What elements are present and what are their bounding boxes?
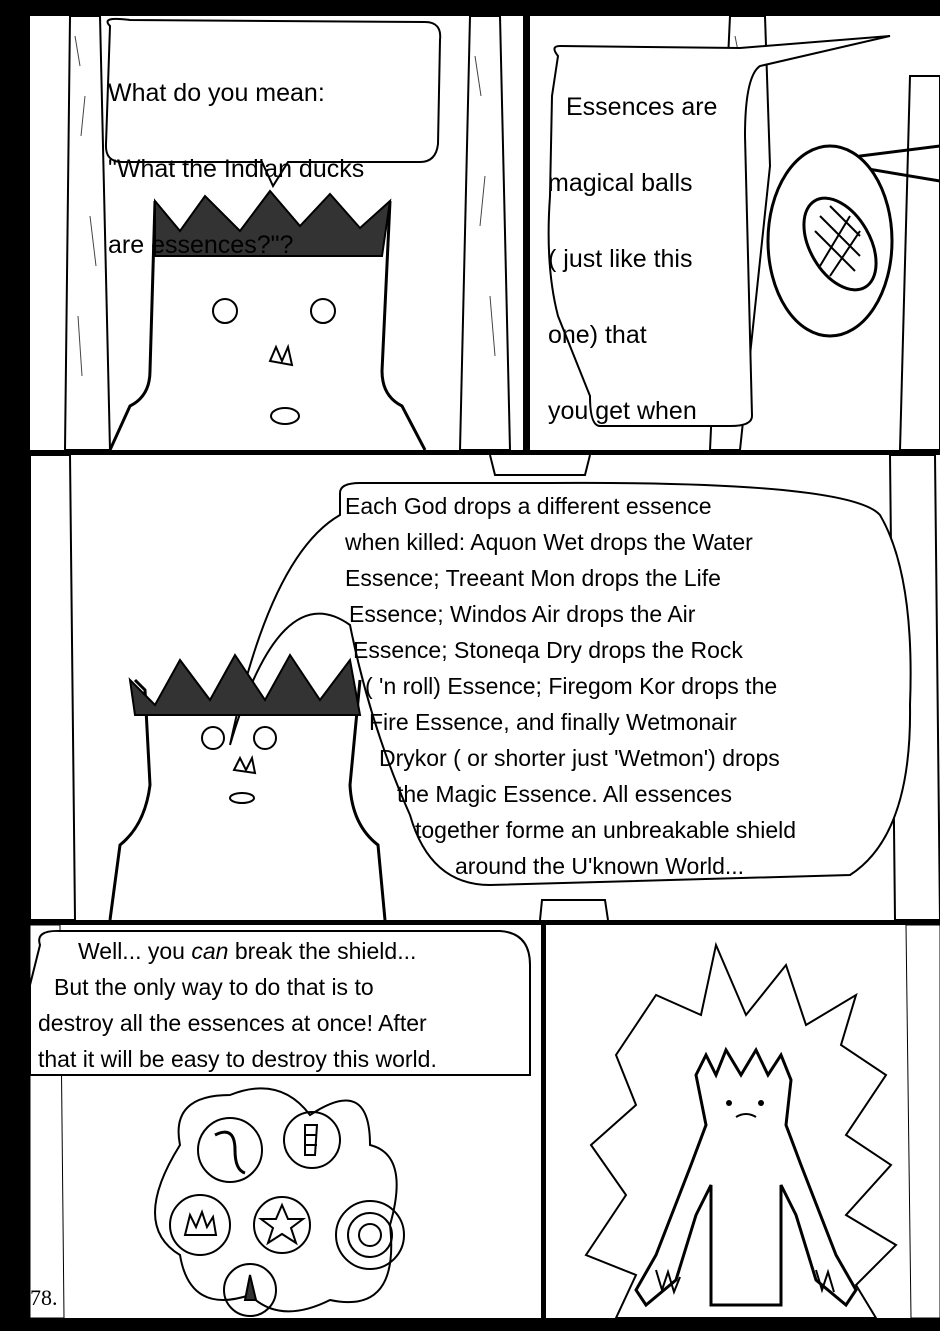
speech-line: Essence; Stoneqa Dry drops the Rock [353, 637, 743, 663]
speech-line: Essences are [566, 93, 718, 121]
panel-4 [30, 925, 541, 1318]
panel-2-speech-bubble [548, 50, 748, 450]
panel-2 [530, 16, 940, 450]
panel-1-speech-bubble [108, 36, 438, 302]
speech-line: together forme an unbreakable shield [415, 817, 797, 843]
panel-5 [546, 925, 940, 1318]
speech-line: you get when [548, 397, 697, 425]
speech-line: "What the Indian ducks [108, 155, 365, 183]
speech-line: when killed: Aquon Wet drops the Water [345, 529, 753, 555]
speech-line: Each God drops a different essence [345, 493, 712, 519]
speech-line: one) that [548, 321, 647, 349]
speech-line: ( 'n roll) Essence; Firegom Kor drops the [365, 673, 778, 699]
panel-4-speech-bubble [38, 933, 538, 1077]
speech-text: break the shield... [228, 938, 417, 964]
panel-3 [30, 455, 940, 920]
panel-3-speech-bubble [345, 488, 905, 884]
speech-line: around the U'known World... [455, 853, 745, 879]
speech-line: Essence; Treeant Mon drops the Life [345, 565, 721, 591]
panel-5-art [546, 925, 940, 1318]
speech-line: destroy all the essences at once! After [38, 1010, 427, 1036]
speech-line: But the only way to do that is to [54, 974, 374, 1000]
emphasis-text: can [191, 938, 229, 964]
page-number: 78. [30, 1285, 58, 1310]
speech-line: the Magic Essence. All essences [397, 781, 732, 807]
speech-line: Essence; Windos Air drops the Air [349, 601, 696, 627]
speech-line [38, 933, 538, 969]
speech-line: are essences?"? [108, 231, 294, 259]
speech-line: ( just like this [548, 245, 693, 273]
speech-line: What do you mean: [108, 79, 325, 107]
speech-line: Drykor ( or shorter just 'Wetmon') drops [379, 745, 780, 771]
speech-text: Well... you [78, 938, 192, 964]
speech-line: that it will be easy to destroy this world. [38, 1046, 437, 1072]
speech-line: Fire Essence, and finally Wetmonair [369, 709, 737, 735]
speech-line: magical balls [548, 169, 693, 197]
panel-1 [30, 16, 523, 450]
